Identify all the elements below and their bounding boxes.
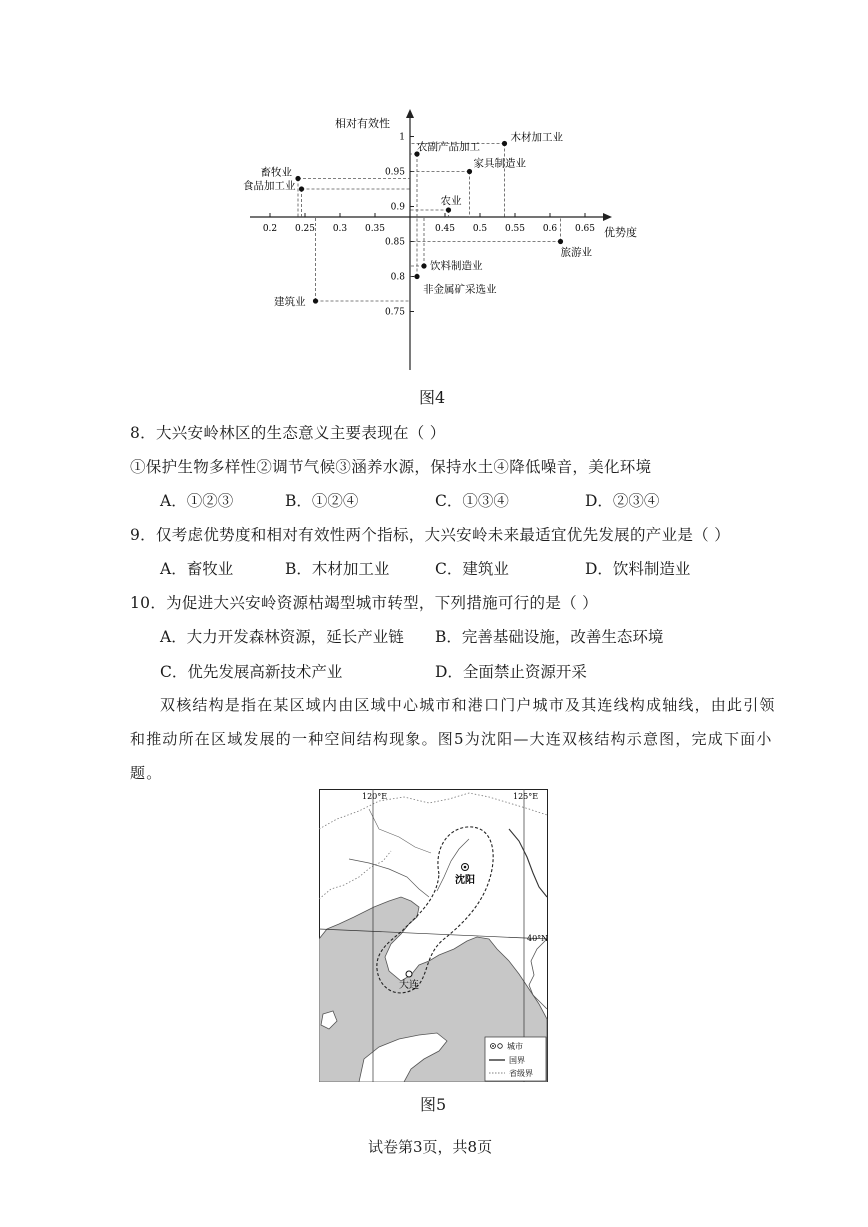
legend-city-icon-dot (492, 1045, 494, 1047)
city-label-dalian: 大连 (399, 980, 419, 991)
data-point (467, 169, 472, 174)
legend-national-border-label: 国界 (509, 1056, 525, 1065)
legend-city-icon-2 (498, 1044, 503, 1049)
x-tick-label: 0.35 (364, 224, 386, 234)
data-point (414, 274, 419, 279)
x-axis-arrow (603, 213, 612, 221)
data-point (502, 141, 507, 146)
q10-option-a[interactable]: A．大力开发森林资源，延长产业链 (160, 628, 404, 646)
y-tick-label: 0.85 (384, 237, 405, 248)
q10-option-b[interactable]: B．完善基础设施，改善生态环境 (435, 628, 664, 646)
legend-provincial-border-label: 省级界 (509, 1069, 533, 1078)
q9-option-a[interactable]: A．畜牧业 (160, 560, 234, 578)
q8-items: ①保护生物多样性②调节气候③涵养水源，保持水土④降低噪音，美化环境 (130, 458, 652, 476)
data-point (558, 239, 563, 244)
point-label: 饮料制造业 (430, 260, 483, 272)
lon-label-125: 125°E (513, 792, 539, 801)
y-tick-label: 0.75 (384, 307, 405, 318)
y-tick-label: 1 (399, 132, 405, 143)
passage-line-1: 双核结构是指在某区域内由区域中心城市和港口门户城市及其连线构成轴线，由此引领 (160, 696, 776, 714)
q10-option-d[interactable]: D．全面禁止资源开采 (435, 663, 587, 681)
figure4-caption: 图4 (419, 388, 446, 407)
point-label: 非金属矿采选业 (423, 283, 497, 296)
x-tick-label: 0.2 (262, 224, 278, 234)
q8-option-d[interactable]: D．②③④ (585, 492, 660, 510)
point-label: 农副产品加工 (417, 141, 480, 153)
point-label: 食品加工业 (243, 180, 296, 192)
point-label: 木材加工业 (510, 131, 563, 144)
q9-option-b[interactable]: B．木材加工业 (285, 560, 390, 578)
x-tick-label: 0.5 (472, 224, 488, 234)
legend-city-label: 城市 (507, 1042, 523, 1051)
data-point (295, 176, 300, 181)
data-point (313, 298, 318, 303)
point-label: 畜牧业 (260, 166, 292, 179)
x-axis-label: 优势度 (604, 226, 637, 239)
x-tick-label: 0.25 (294, 224, 316, 234)
x-tick-label: 0.55 (504, 224, 526, 234)
point-label: 建筑业 (274, 296, 306, 308)
lon-label-120: 120°E (362, 792, 388, 801)
dalian-marker (406, 971, 412, 977)
q9-stem: 9．仅考虑优势度和相对有效性两个指标，大兴安岭未来最适宜优先发展的产业是（ ） (130, 526, 730, 544)
q8-option-b[interactable]: B．①②④ (285, 492, 359, 510)
figure5-caption: 图5 (420, 1095, 447, 1114)
q8-option-a[interactable]: A．①②③ (160, 492, 234, 510)
x-tick-label: 0.45 (434, 224, 456, 234)
q10-option-c[interactable]: C．优先发展高新技术产业 (160, 663, 343, 681)
point-label: 农业 (440, 195, 462, 207)
y-axis-label: 相对有效性 (335, 117, 390, 130)
city-label-shenyang: 沈阳 (455, 875, 475, 886)
q10-stem: 10．为促进大兴安岭资源枯竭型城市转型，下列措施可行的是（ ） (130, 594, 598, 612)
x-tick-label: 0.3 (332, 224, 348, 234)
lat-label-40: 40°N (527, 934, 548, 943)
y-tick-label: 0.95 (384, 167, 405, 178)
passage-line-3: 题。 (130, 764, 163, 782)
data-point (446, 207, 451, 212)
passage-line-2: 和推动所在区域发展的一种空间结构现象。图5为沈阳—大连双核结构示意图，完成下面小 (130, 730, 773, 748)
y-tick-label: 0.9 (390, 202, 405, 213)
figure5-map (319, 789, 548, 1082)
y-tick-label: 0.8 (390, 272, 405, 283)
y-axis-arrow (406, 109, 414, 118)
data-point (299, 186, 304, 191)
point-label: 家具制造业 (473, 157, 526, 170)
point-label: 旅游业 (560, 246, 592, 259)
figure4-chart (220, 105, 640, 380)
data-point (421, 263, 426, 268)
x-tick-label: 0.65 (574, 224, 596, 234)
x-tick-label: 0.6 (542, 224, 558, 234)
q8-stem: 8．大兴安岭林区的生态意义主要表现在（ ） (130, 424, 446, 442)
q9-option-c[interactable]: C．建筑业 (435, 560, 509, 578)
q9-option-d[interactable]: D．饮料制造业 (585, 560, 691, 578)
shenyang-marker-dot (464, 866, 467, 869)
page-footer: 试卷第3页，共8页 (368, 1138, 493, 1156)
q8-option-c[interactable]: C．①③④ (435, 492, 509, 510)
